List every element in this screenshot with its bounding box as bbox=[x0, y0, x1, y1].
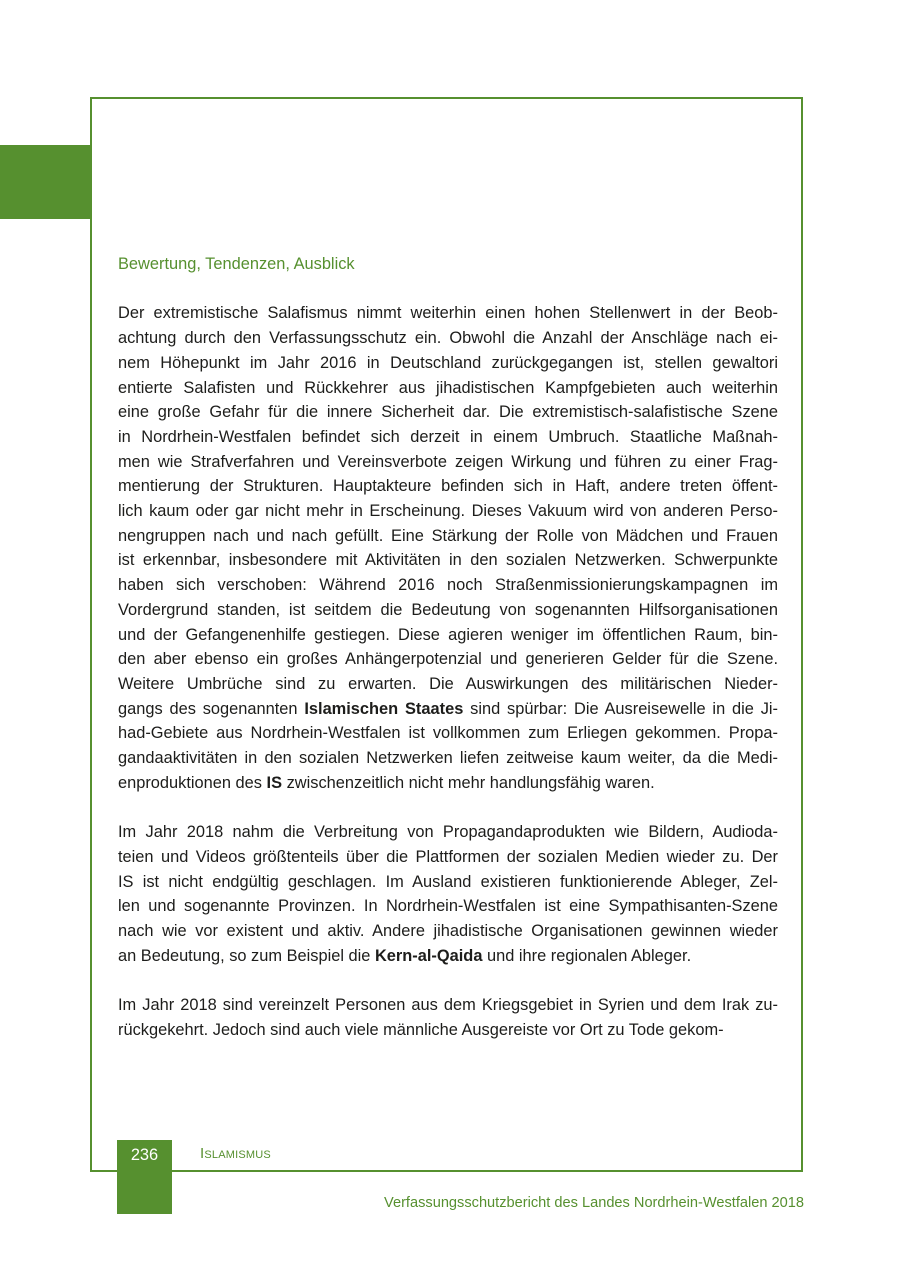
text-segment: lich kaum oder gar nicht mehr in Erscheinung. Dieses Vakuum wird von anderen Perso- bbox=[118, 502, 778, 521]
text-segment: len und sogenannte Provinzen. In Nordrhein-Westfalen ist eine Sympathisanten-Szene bbox=[118, 897, 778, 916]
text-segment: teien und Videos größtenteils über die Plattformen der sozialen Medien wieder zu. Der bbox=[118, 847, 778, 866]
text-segment: sind spürbar: Die Ausreisewelle in die Ji- bbox=[463, 699, 778, 718]
text-line bbox=[118, 672, 778, 697]
text-segment: nengruppen nach und nach gefüllt. Eine Stärkung der Rolle von Mädchen und Frauen bbox=[118, 526, 778, 545]
text-segment: den aber ebenso ein großes Anhängerpotenzial und generieren Gelder für die Szene. bbox=[118, 650, 778, 669]
text-segment: Der extremistische Salafismus nimmt weiterhin einen hohen Stellenwert in der Beob- bbox=[118, 304, 778, 323]
text-segment: had-Gebiete aus Nordrhein-Westfalen ist vollkommen zum Erliegen gekommen. Propa- bbox=[118, 724, 778, 743]
text-line bbox=[118, 771, 778, 796]
text-segment: in Nordrhein-Westfalen befindet sich derzeit in einem Umbruch. Staatliche Maßnah- bbox=[118, 427, 778, 446]
text-segment: haben sich verschoben: Während 2016 noch Straßenmissionierungskampagnen im bbox=[118, 576, 778, 595]
text-line bbox=[118, 450, 778, 475]
text-line bbox=[118, 894, 778, 919]
text-segment: men wie Strafverfahren und Vereinsverbote zeigen Wirkung und führen zu einer Frag- bbox=[118, 452, 778, 471]
text-line bbox=[118, 474, 778, 499]
text-line bbox=[118, 746, 778, 771]
text-line bbox=[118, 326, 778, 351]
text-segment: Im Jahr 2018 sind vereinzelt Personen aus dem Kriegsgebiet in Syrien und dem Irak zu- bbox=[118, 996, 778, 1015]
chapter-side-tab bbox=[0, 145, 91, 219]
page-number: 236 bbox=[130, 1146, 159, 1164]
text-line bbox=[118, 376, 778, 401]
text-segment: IS ist nicht endgültig geschlagen. Im Ausland existieren funktionierende Ableger, Zel- bbox=[118, 872, 778, 891]
text-segment: gandaaktivitäten in den sozialen Netzwerken liefen zeitweise kaum weiter, da die Medi- bbox=[118, 749, 778, 768]
text-segment: gangs des sogenannten bbox=[118, 699, 305, 718]
text-line bbox=[118, 1018, 778, 1043]
publication-title: Verfassungsschutzbericht des Landes Nordrhein-Westfalen 2018 bbox=[384, 1195, 804, 1211]
text-line bbox=[118, 548, 778, 573]
text-segment: und ihre regionalen Ableger. bbox=[482, 946, 692, 965]
text-line bbox=[118, 993, 778, 1018]
text-line bbox=[118, 845, 778, 870]
emphasized-term: Kern-al-Qaida bbox=[374, 946, 483, 965]
text-line bbox=[118, 573, 778, 598]
text-segment: achtung durch den Verfassungsschutz ein. Obwohl die Anzahl der Anschläge nach ei- bbox=[118, 329, 778, 348]
emphasized-term: Islamischen Staates bbox=[304, 699, 464, 718]
text-segment: nem Höhepunkt im Jahr 2016 in Deutschland zurückgegangen ist, stellen gewaltori bbox=[118, 353, 778, 372]
emphasized-term: IS bbox=[266, 773, 283, 792]
text-line bbox=[118, 870, 778, 895]
text-line bbox=[118, 499, 778, 524]
paragraph bbox=[118, 993, 778, 1042]
text-segment: Weitere Umbrüche sind zu erwarten. Die Auswirkungen des militärischen Nieder- bbox=[118, 674, 778, 693]
text-segment: Vordergrund standen, ist seitdem die Bedeutung von sogenannten Hilfsorganisationen bbox=[118, 600, 778, 619]
text-segment: enproduktionen des bbox=[118, 773, 267, 792]
text-line bbox=[118, 919, 778, 944]
text-line bbox=[118, 697, 778, 722]
text-segment: an Bedeutung, so zum Beispiel die bbox=[118, 946, 375, 965]
text-line bbox=[118, 647, 778, 672]
text-segment: eine große Gefahr für die innere Sicherheit dar. Die extremistisch-salafistische Szene bbox=[118, 403, 778, 422]
paragraph bbox=[118, 301, 778, 795]
text-line bbox=[118, 524, 778, 549]
text-segment: Im Jahr 2018 nahm die Verbreitung von Propagandaprodukten wie Bildern, Audioda- bbox=[118, 823, 778, 842]
text-segment: zwischenzeitlich nicht mehr handlungsfähig waren. bbox=[282, 773, 655, 792]
text-line bbox=[118, 425, 778, 450]
text-line bbox=[118, 301, 778, 326]
section-heading: Bewertung, Tendenzen, Ausblick bbox=[118, 255, 355, 273]
text-segment: mentierung der Strukturen. Hauptakteure befinden sich in Haft, andere treten öffent- bbox=[118, 477, 778, 496]
main-content bbox=[118, 252, 778, 1067]
text-segment: rückgekehrt. Jedoch sind auch viele männliche Ausgereiste vor Ort zu Tode gekom- bbox=[118, 1020, 724, 1039]
page-number-box bbox=[117, 1140, 172, 1214]
text-segment: und der Gefangenenhilfe gestiegen. Diese agieren weniger im öffentlichen Raum, bin- bbox=[118, 625, 778, 644]
text-segment: entierte Salafisten und Rückkehrer aus jihadistischen Kampfgebieten auch weiterhin bbox=[118, 378, 778, 397]
text-line bbox=[118, 820, 778, 845]
text-line bbox=[118, 944, 778, 969]
text-line bbox=[118, 623, 778, 648]
text-line bbox=[118, 351, 778, 376]
paragraph bbox=[118, 820, 778, 968]
chapter-label: Islamismus bbox=[200, 1145, 271, 1162]
text-line bbox=[118, 721, 778, 746]
text-segment: ist erkennbar, insbesondere mit Aktivitäten in den sozialen Netzwerken. Schwerpunkte bbox=[118, 551, 778, 570]
text-line bbox=[118, 598, 778, 623]
body-text bbox=[118, 301, 778, 1042]
text-line bbox=[118, 400, 778, 425]
text-segment: nach wie vor existent und aktiv. Andere jihadistische Organisationen gewinnen wieder bbox=[118, 921, 778, 940]
